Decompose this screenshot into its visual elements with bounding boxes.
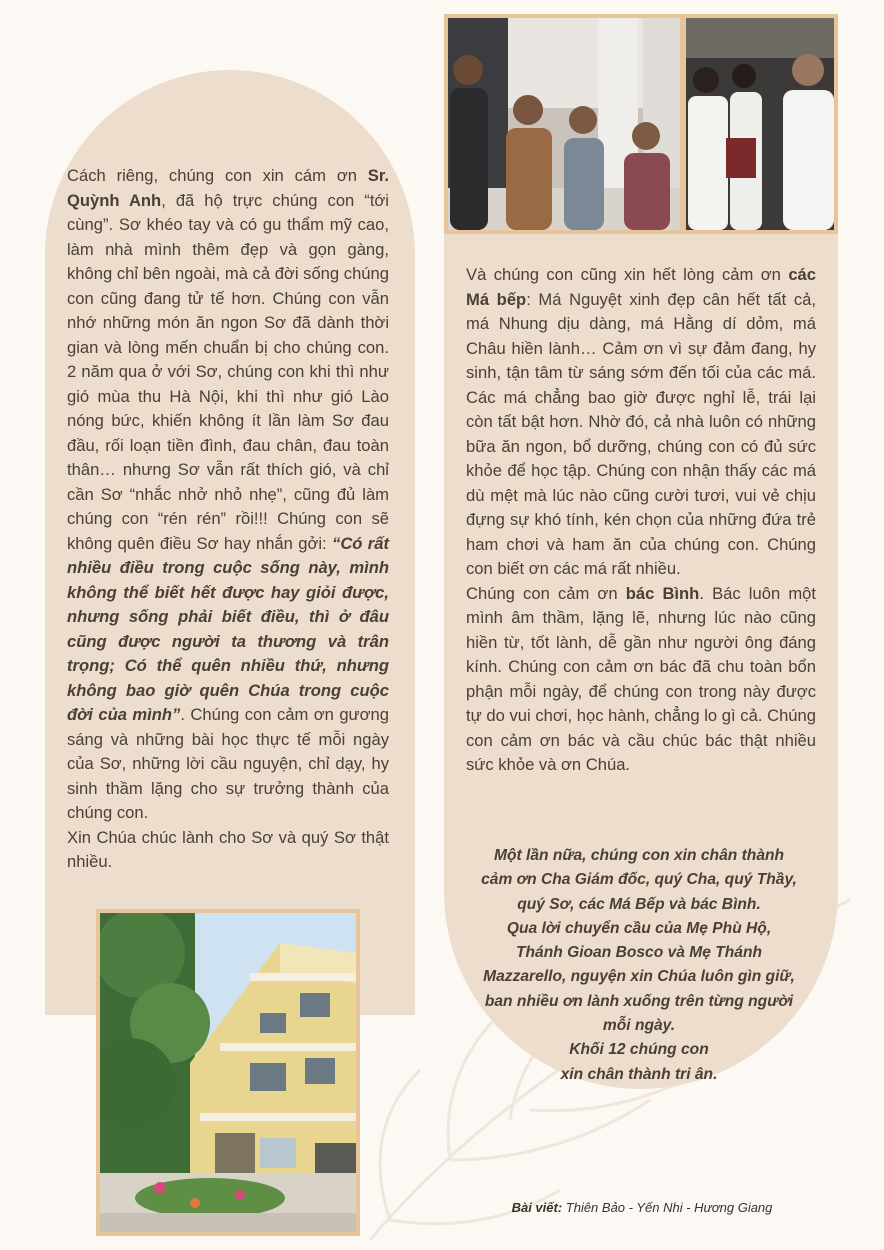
text-span: . Chúng con cảm ơn gương sáng và những bài học thực tế mỗi ngày của Sơ, những lời cầu nguyện, chỉ dạy, hy sinh thầm lặng cho sự trưởng thành của chúng con. [67,705,389,822]
uncle-name: bác Bình [625,583,700,603]
left-paragraph-1 [67,164,389,826]
closing-line: Qua lời chuyển cầu của Mẹ Phù Hộ, [506,919,772,937]
left-text-block [67,164,389,875]
right-paragraph-1 [466,263,816,582]
text-span: Và chúng con cũng xin hết lòng cảm ơn [466,265,789,284]
building-photo-image [100,913,356,1232]
closing-message [462,844,816,1087]
top-photo [444,14,838,234]
text-span: Chúng con cảm ơn [466,583,626,603]
text-span: . Bác luôn một mình âm thầm, lặng lẽ, nhưng lúc nào cũng hiền từ, tốt lành, dễ gần như người ông đáng kính. Chúng con cảm ơn bác đã chu toàn bổn phận mỗi ngày, để chúng con trong này được tự do vui chơi, học hành, chẳng lo gì cả. Chúng con cảm ơn bác và cầu chúc bác thật nhiều sức khỏe và ơn Chúa. [466,583,816,774]
closing-line: xin chân thành tri ân. [560,1065,718,1083]
sister-quote: “Có rất nhiều điều trong cuộc sống này, mình không thể biết hết được hay giỏi được, nhưng sống phải biết điều, thì ở đâu cũng được người ta thương và trân trọng; Có thể quên nhiều thứ, nhưng không bao giờ quên Chúa trong cuộc đời của mình” [67,533,389,724]
closing-line: quý Sơ, các Má Bếp và bác Bình. [517,895,761,913]
cooks-name: các Má bếp [466,265,816,309]
closing-line: Mazzarello, nguyện xin Chúa luôn gìn giữ, [483,968,795,986]
credit-authors: Thiên Bảo - Yến Nhi - Hương Giang [562,1200,773,1215]
right-paragraph-2 [466,582,816,778]
left-paragraph-2: Xin Chúa chúc lành cho Sơ và quý Sơ thật nhiều. [67,827,389,871]
closing-line: Khối 12 chúng con [569,1041,709,1059]
top-photo-image [448,18,834,230]
closing-line: mỗi ngày. [602,1017,676,1035]
closing-line: Thánh Gioan Bosco và Mẹ Thánh [515,944,763,962]
closing-line: ban nhiều ơn lành xuống trên từng người [484,992,794,1010]
closing-line: Một lần nữa, chúng con xin chân thành [493,847,785,864]
text-span: , đã hộ trực chúng con “tới cùng”. Sơ khéo tay và có gu thẩm mỹ cao, làm nhà mình thêm đẹp và gọn gàng, không chỉ bên ngoài, mà cả đời sống chúng con cũng đang tử tế hơn. Chúng con vẫn nhớ những món ăn ngon Sơ đã dành thời gian và lòng mến chuẩn bị cho chúng con. 2 năm qua ở với Sơ, chúng con khi thì như gió mùa thu Hà Nội, khi thì như gió Lào nóng bức, khiến không ít lần làm Sơ đau đầu, rối loạn tiền đình, đau chân, đau toàn thân… nhưng Sơ vẫn rất thích gió, và chỉ cần Sơ “nhắc nhở nhỏ nhẹ”, cũng đủ làm chúng con “rén rén” rồi!!! Chúng con sẽ không quên điều Sơ hay nhắn gởi: [67,190,389,553]
closing-line: cảm ơn Cha Giám đốc, quý Cha, quý Thầy, [481,871,797,889]
article-credit [470,1200,814,1215]
text-span: Cách riêng, chúng con xin cám ơn [67,166,368,185]
text-span: : Má Nguyệt xinh đẹp cân hết tất cả, má Nhung dịu dàng, má Hằng dí dỏm, má Châu hiền lành… Cảm ơn vì sự đảm đang, hy sinh, tận tâm từ sáng sớm đến tối của các má. Các má chẳng bao giờ được nghỉ lễ, trái lại còn tất bật hơn. Nhờ đó, cả nhà luôn có những bữa ăn ngon, bổ dưỡng, chúng con có đủ sức khỏe để học tập. Chúng con nhận thấy các má dù mệt mà lúc nào cũng cười tươi, vui vẻ chịu đựng sự khó tính, kén chọn của những đứa trẻ ham chơi và ham ăn của chúng con. Chúng con biết ơn các má rất nhiều. [466,289,816,578]
sister-name: Sr. Quỳnh Anh [67,166,389,210]
building-photo [96,909,360,1236]
right-text-block [466,263,816,778]
credit-label: Bài viết: [511,1200,563,1215]
